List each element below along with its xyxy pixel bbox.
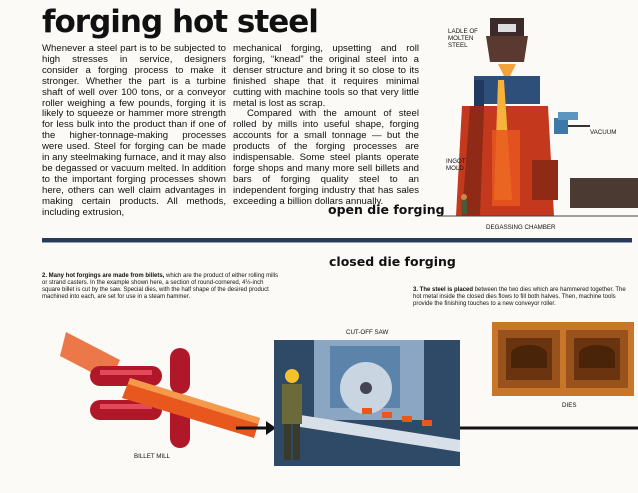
- label-ladle: LADLE OF MOLTEN STEEL: [448, 28, 478, 49]
- caption-step-2: [42, 273, 282, 301]
- caption-text: which are the product of either rolling mills or strand casters. In the example shown here, a section of round-cornered, 4½-inch square billet is cut by the saw. Special dies, with the half shape of the desired product machined into each, are set for use in a steam hammer.: [42, 273, 279, 300]
- label-cutoff-saw: CUT-OFF SAW: [346, 329, 389, 336]
- label-billet-mill: BILLET MILL: [134, 453, 170, 460]
- cutoff-saw-illustration: [274, 340, 460, 466]
- label-dies: DIES: [562, 402, 577, 409]
- body-column-2: [233, 44, 419, 208]
- body-text: Whenever a steel part is to be subjected to high stresses in service, designers consider a forging process to make it stronger. Whether the part is a turbine shaft of well over 100 tons, or a conveyor roller weighing a few pounds, forging it is likely to squeeze or hammer more strength for less bulk into the product than if one of the higher-tonnage-making processes were used. Steel for forging can be made in any steelmaking furnace, and it may also be degassed or vacuum melted. In addition to the important forging processes shown here, others can well claim advantages in making certain products. All methods, including extrusion,: [42, 43, 226, 218]
- caption-lead: 3. The steel is placed: [413, 287, 474, 293]
- body-column-1: [42, 44, 226, 219]
- section-heading-open-die: open die forging: [328, 202, 445, 217]
- section-heading-closed-die: closed die forging: [329, 254, 456, 269]
- vacuum-pump-icon: [554, 112, 590, 134]
- worker-icon: [461, 194, 467, 214]
- label-ingot-mold: INGOT MOLD: [446, 158, 466, 172]
- section-divider: [42, 238, 632, 243]
- caption-lead: 2. Many hot forgings are made from billets,: [42, 273, 165, 279]
- label-vacuum: VACUUM: [590, 129, 617, 136]
- die-icon: [566, 330, 628, 388]
- billet-mill-illustration: [60, 326, 270, 466]
- caption-text: between the two dies which are hammered together. The hot metal inside the closed dies flows to fill both halves. Then, machine tools provide the finishing touches to a new conveyor roller.: [413, 287, 626, 307]
- ladle-icon: [486, 18, 528, 62]
- label-degassing-chamber: DEGASSING CHAMBER: [486, 224, 556, 231]
- caption-step-3: [413, 287, 627, 308]
- furnace-icon: [456, 76, 558, 216]
- dies-illustration: [492, 322, 634, 396]
- die-icon: [498, 330, 560, 388]
- body-text: Compared with the amount of steel rolled by mills into useful shape, forging accounts for a small tonnage — but the products of the forging processes are indispensable. Some steel plants operate forge shops and many more sell billets and bars of forging quality steel to an independent forging industry that has sales exceeding a billion dollars annually.: [233, 108, 419, 207]
- body-text: mechanical forging, upsetting and roll forging, “knead” the original steel into a denser structure and bring it so close to its finished shape that it requires minimal cutting with machine tools so that very little metal is lost as scrap.: [233, 43, 419, 109]
- page-title: forging hot steel: [42, 4, 318, 40]
